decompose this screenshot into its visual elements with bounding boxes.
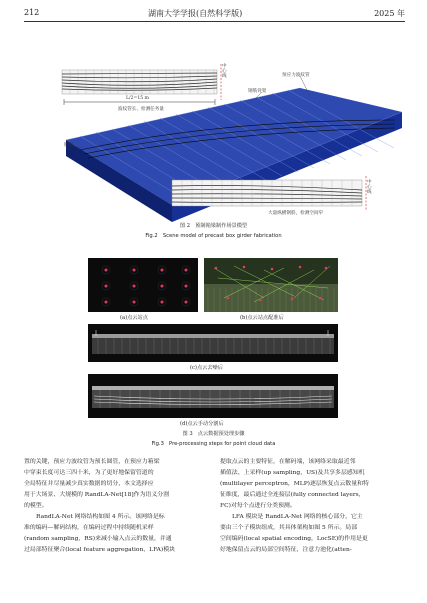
fig3-caption-cn: 图 3 点云数据预处理步骤 [182,431,245,437]
body-line: 置的关键，预应力波纹管为预长圆管，在预应力箱梁 [24,459,160,465]
body-line: 准的编码—解码结构，在编码过程中持续随机采样 [24,525,154,531]
fig2-caption-cn: 图 2 预制箱梁制作场景模型 [179,223,248,229]
fig3-sub-b: (b)点云站点配准后 [240,315,284,321]
dimension-label: L/2=15 m [126,96,150,101]
centerline-label-bottom: 中心线 [367,180,372,195]
prestress-duct-label: 预应力波纹管 [282,73,310,78]
formwork-label: 胎架 [64,143,74,148]
journal-title: 湖南大学学报(自然科学版) [148,9,243,18]
panel-scan-stations [88,258,198,312]
body-line: 的模型。 [24,503,48,509]
body-line: 中穿束长度可达三四十米，为了更好地保留管道的 [24,470,154,476]
panel-segmented [88,374,338,418]
body-line: (random sampling，RS)来减小输入点云的数量，并通 [24,536,172,542]
centerline-label-top: 中心线 [222,64,227,79]
strand-detail-bottom [172,176,366,210]
strand-note-label: 波纹管长、检测任务量 [118,107,164,112]
body-line: 过局部特征聚合(local feature aggregation，LFA)模块 [24,547,175,553]
body-right-column [220,457,404,556]
body-line: 插值法、上采样(up sampling，US)及共享多层感知机 [220,470,365,476]
body-line: 提取点云的主要特征，在解码端，该网络采取最近邻 [220,459,356,465]
segmented-cloud [88,374,338,418]
fig3-sub-c: (c)点云去噪后 [190,365,223,371]
fig3-caption-en: Fig.3 Pre-processing steps for point cloud data [151,441,276,447]
body-line: 征维度，最后通过全连接层(fully connected layers， [220,492,365,498]
page-number: 212 [24,8,40,17]
body-line: 全局特征并尽量减少真实数据的切分，本文选择应 [24,481,154,487]
bottom-note-label: 大量纵横钢筋，检测空间窄 [268,211,324,216]
scan-stations-plot [88,258,198,312]
denoised-cloud [88,324,338,362]
body-left-column [24,457,206,556]
body-line: (multilayer perceptron，MLP)逐层恢复点云数量和特 [220,481,369,487]
panel-registered [204,258,338,312]
body-line: 要由三个子模块组成，其具体架构如图 5 所示。局部 [220,525,358,531]
figure-2 [0,0,427,240]
body-line: 用于大场景、大规模的 RandLA-Net[18]作为语义分割 [24,492,170,498]
body-line: RandLA-Net 网络结构如图 4 所示。该网络是标 [36,514,165,520]
panel-denoised [88,324,338,362]
body-line: 好地保留点云的局部空间特征，注意力池化(atten- [220,547,352,553]
fig3-sub-d: (d)点云手动分割后 [180,421,224,427]
body-line: FC)对每个点进行分类预测。 [220,503,296,509]
body-line: LFA 模块是 RandLA-Net 网络的核心部分，它主 [232,514,363,520]
rebar-cage-label: 钢筋骨架 [248,89,267,94]
box-girder-model [0,0,427,240]
fig2-caption-en: Fig.2 Scene model of precast box girder fabrication [145,233,282,239]
header-year: 2025 年 [374,9,405,18]
registered-cloud [204,258,338,312]
figure-3 [0,244,427,452]
fig3-sub-a: (a)点云站点 [120,315,148,321]
body-line: 空间编码(local spatial encoding，LocSE)的作用是更 [220,536,368,542]
